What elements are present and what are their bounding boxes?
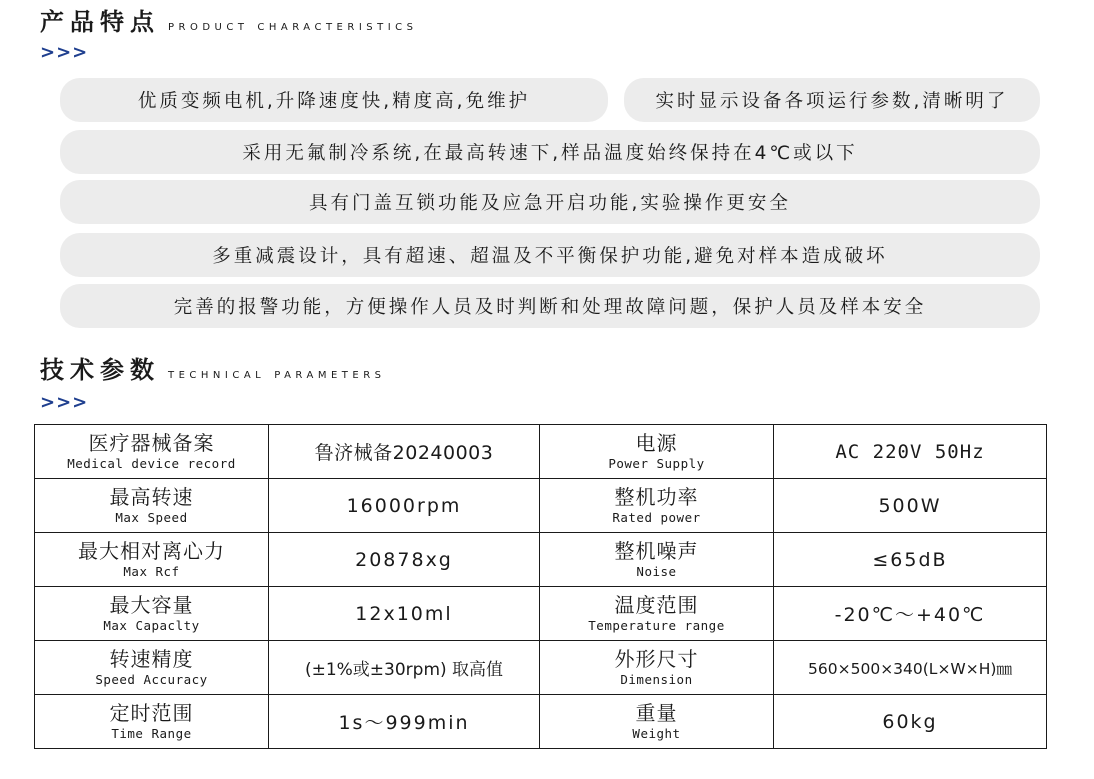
param-value: ≤65dB [872, 548, 948, 571]
param-value: 16000rpm [346, 494, 462, 517]
param-value-cell [269, 587, 540, 641]
table-row [35, 695, 1047, 749]
param-label-en: Weight [632, 725, 681, 741]
param-label-cell [35, 479, 269, 533]
feature-pill: 优质变频电机,升降速度快,精度高,免维护 [60, 78, 608, 122]
param-label-cell [35, 425, 269, 479]
param-value-cell [774, 641, 1047, 695]
parameters-arrows: >>> [40, 392, 89, 413]
param-label-zh: 医疗器械备案 [88, 430, 215, 455]
characteristics-arrows: >>> [40, 42, 89, 63]
param-label-en: Temperature range [588, 617, 725, 633]
param-value-cell [269, 533, 540, 587]
param-label-en: Speed Accuracy [95, 671, 208, 687]
param-label-cell [540, 587, 774, 641]
param-label-zh: 定时范围 [109, 700, 194, 725]
param-label-en: Rated power [612, 509, 701, 525]
param-value-cell [774, 533, 1047, 587]
feature-pill: 完善的报警功能，方便操作人员及时判断和处理故障问题，保护人员及样本安全 [60, 284, 1040, 328]
parameters-title-zh: 技术参数 [40, 356, 160, 384]
parameters-title-en: technical parameters [168, 366, 386, 382]
table-row [35, 587, 1047, 641]
param-label-zh: 最大相对离心力 [78, 538, 225, 563]
param-value: 560×500×340(L×W×H)㎜ [808, 659, 1012, 678]
param-label-en: Medical device record [67, 455, 236, 471]
param-label-en: Max Speed [115, 509, 188, 525]
param-label-cell [35, 587, 269, 641]
param-label-zh: 重量 [635, 700, 678, 725]
param-label-en: Time Range [111, 725, 192, 741]
table-row [35, 425, 1047, 479]
table-row [35, 479, 1047, 533]
characteristics-header [40, 2, 418, 37]
param-value-cell [774, 695, 1047, 749]
param-label-cell [540, 533, 774, 587]
param-value-cell [774, 425, 1047, 479]
table-row [35, 533, 1047, 587]
param-value: 1s～999min [338, 712, 470, 734]
param-label-cell [35, 641, 269, 695]
param-label-cell [540, 641, 774, 695]
param-value-cell [269, 695, 540, 749]
param-label-zh: 最高转速 [109, 484, 194, 509]
param-label-cell [540, 695, 774, 749]
param-label-en: Max Capaclty [103, 617, 200, 633]
characteristics-title-en: product characteristics [168, 18, 418, 34]
parameters-table [34, 424, 1047, 749]
param-value-cell [269, 479, 540, 533]
param-value-cell [269, 425, 540, 479]
param-label-zh: 温度范围 [614, 592, 699, 617]
param-value-cell [774, 587, 1047, 641]
param-label-en: Power Supply [608, 455, 705, 471]
param-label-cell [540, 479, 774, 533]
param-value-cell [774, 479, 1047, 533]
param-label-cell [540, 425, 774, 479]
param-label-cell [35, 695, 269, 749]
characteristics-title-zh: 产品特点 [40, 8, 160, 36]
param-label-zh: 外形尺寸 [614, 646, 699, 671]
table-row [35, 641, 1047, 695]
param-label-zh: 电源 [635, 430, 678, 455]
param-label-en: Dimension [620, 671, 693, 687]
param-value: AC 220V 50Hz [835, 440, 985, 463]
param-label-en: Noise [636, 563, 677, 579]
param-label-zh: 转速精度 [109, 646, 194, 671]
feature-pill: 具有门盖互锁功能及应急开启功能,实验操作更安全 [60, 180, 1040, 224]
param-value: 12x10ml [355, 602, 453, 625]
param-label-cell [35, 533, 269, 587]
param-value-cell [269, 641, 540, 695]
feature-pill: 多重减震设计，具有超速、超温及不平衡保护功能,避免对样本造成破坏 [60, 233, 1040, 277]
param-label-zh: 整机功率 [614, 484, 699, 509]
param-label-zh: 最大容量 [109, 592, 194, 617]
param-value: 500W [878, 494, 942, 517]
param-label-en: Max Rcf [123, 563, 180, 579]
feature-pill: 采用无氟制冷系统,在最高转速下,样品温度始终保持在4℃或以下 [60, 130, 1040, 174]
param-value: -20℃～+40℃ [834, 604, 986, 626]
param-value: (±1%或±30rpm) 取高值 [304, 660, 504, 680]
param-value: 鲁济械备20240003 [314, 442, 494, 464]
parameters-header [40, 350, 386, 385]
param-value: 20878xg [355, 548, 453, 571]
feature-pill: 实时显示设备各项运行参数,清晰明了 [624, 78, 1040, 122]
param-value: 60kg [882, 710, 938, 733]
param-label-zh: 整机噪声 [614, 538, 699, 563]
